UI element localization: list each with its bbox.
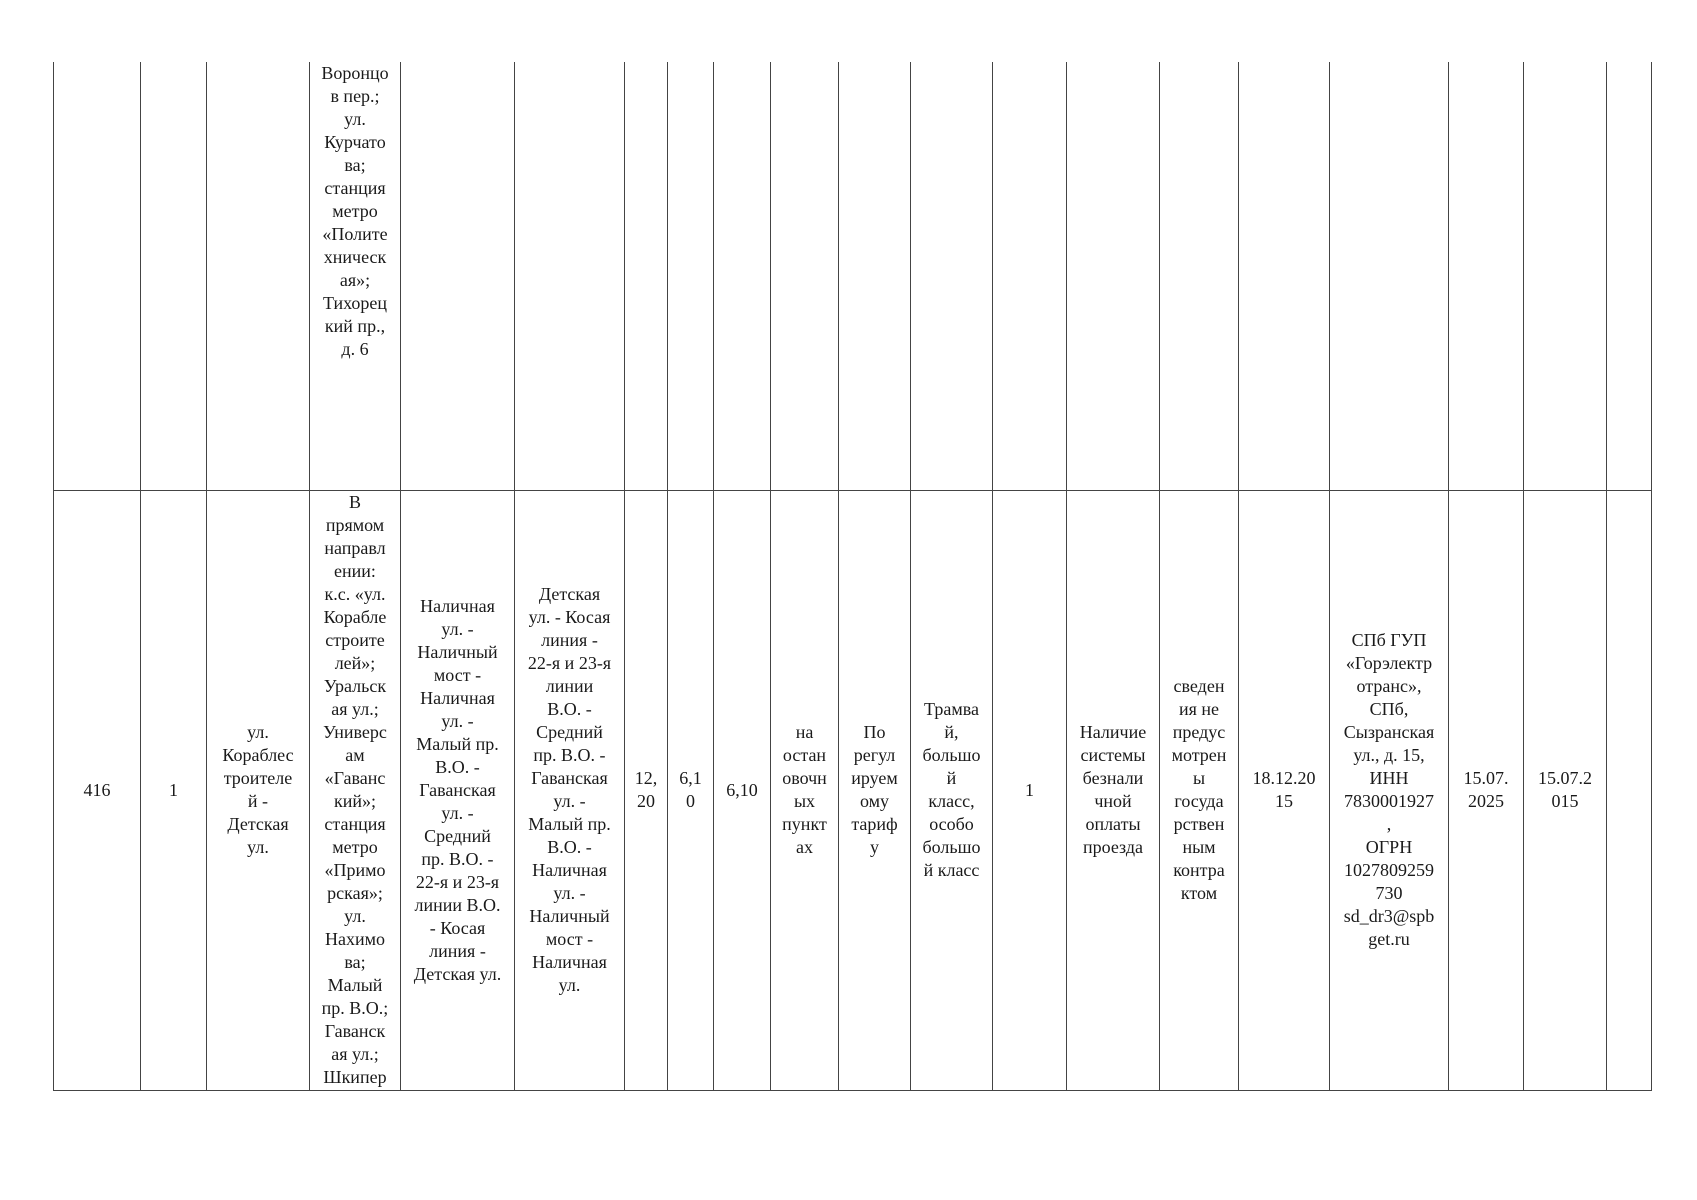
extra-cell bbox=[1607, 490, 1652, 1090]
length-backward-cell: 6,1 0 bbox=[668, 490, 714, 1090]
route-registry-table bbox=[53, 62, 1652, 1091]
schedule-cell: сведен ия не предус мотрен ы госуда рствен ным контра ктом bbox=[1160, 490, 1239, 1090]
vehicle-count-cell: 1 bbox=[993, 490, 1067, 1090]
streets-forward-cell: Наличная ул. - Наличный мост - Наличная ул. - Малый пр. В.О. - Гаванская ул. - Средний пр. В.О. - 22-я и 23-я линии В.О. - Косая линия - Детская ул. bbox=[401, 490, 515, 1090]
length-avg-cell bbox=[714, 62, 771, 490]
streets-backward-cell: Детская ул. - Косая линия - 22-я и 23-я линии В.О. - Средний пр. В.О. - Гаванская ул. - Малый пр. В.О. - Наличная ул. - Наличный мост - Наличная ул. bbox=[515, 490, 625, 1090]
carrier-cell: СПб ГУП «Горэлектр отранс», СПб, Сызранская ул., д. 15, ИНН 7830001927 , ОГРН 1027809259 730 sd_dr3@spb get.ru bbox=[1330, 490, 1449, 1090]
change-date-cell bbox=[1449, 62, 1524, 490]
end-date-cell: 15.07.2 015 bbox=[1524, 490, 1607, 1090]
stops-cell: Воронцо в пер.; ул. Курчато ва; станция метро «Полите хническ ая»; Тихорец кий пр., д. 6 bbox=[310, 62, 401, 490]
route-name-cell bbox=[207, 62, 310, 490]
end-date-cell bbox=[1524, 62, 1607, 490]
tariff-type-cell bbox=[839, 62, 911, 490]
route-no-cell: 1 bbox=[141, 490, 207, 1090]
change-date-cell: 15.07. 2025 bbox=[1449, 490, 1524, 1090]
length-avg-cell: 6,10 bbox=[714, 490, 771, 1090]
vehicle-count-cell bbox=[993, 62, 1067, 490]
vehicle-characteristics-cell: Наличие системы безнали чной оплаты проезда bbox=[1067, 490, 1160, 1090]
vehicle-type-cell bbox=[911, 62, 993, 490]
streets-backward-cell bbox=[515, 62, 625, 490]
table-row bbox=[54, 62, 1652, 490]
extra-cell bbox=[1607, 62, 1652, 490]
tariff-type-cell: По регул ируем ому тариф у bbox=[839, 490, 911, 1090]
length-forward-cell: 12, 20 bbox=[625, 490, 668, 1090]
length-forward-cell bbox=[625, 62, 668, 490]
start-date-cell bbox=[1239, 62, 1330, 490]
length-backward-cell bbox=[668, 62, 714, 490]
table-row bbox=[54, 490, 1652, 1090]
streets-forward-cell bbox=[401, 62, 515, 490]
route-reg-no-cell: 416 bbox=[54, 490, 141, 1090]
stops-cell: В прямом направл ении: к.с. «ул. Корабле строите лей»; Уральск ая ул.; Универс ам «Гаванс кий»; станция метро «Примо рская»; ул. Нахимо ва; Малый пр. В.О.; Гаванск ая ул.; Шкипер bbox=[310, 490, 401, 1090]
boarding-order-cell: на остан овочн ых пункт ах bbox=[771, 490, 839, 1090]
schedule-cell bbox=[1160, 62, 1239, 490]
boarding-order-cell bbox=[771, 62, 839, 490]
route-no-cell bbox=[141, 62, 207, 490]
carrier-cell bbox=[1330, 62, 1449, 490]
vehicle-type-cell: Трамва й, большо й класс, особо большо й класс bbox=[911, 490, 993, 1090]
route-reg-no-cell bbox=[54, 62, 141, 490]
start-date-cell: 18.12.20 15 bbox=[1239, 490, 1330, 1090]
route-name-cell: ул. Кораблес троителе й - Детская ул. bbox=[207, 490, 310, 1090]
vehicle-characteristics-cell bbox=[1067, 62, 1160, 490]
